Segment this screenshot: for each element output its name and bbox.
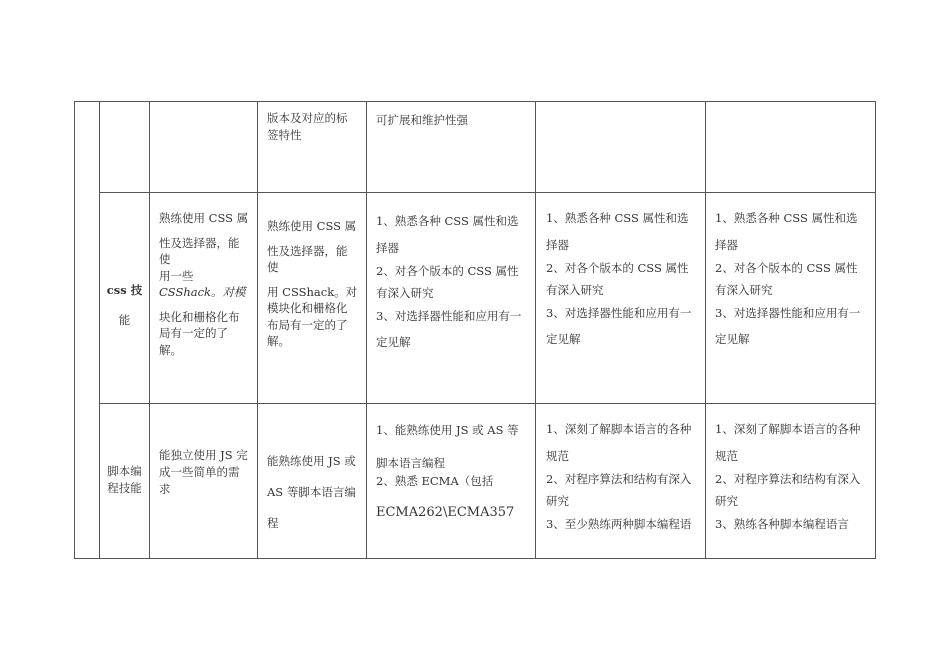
- table-cell: [376, 112, 468, 129]
- category-css-skills: [100, 275, 149, 335]
- cell-line: 成一些简单的需: [159, 465, 240, 479]
- cell-line: 2、对各个版本的 CSS 属性: [546, 261, 689, 275]
- category-label: 能: [118, 313, 131, 327]
- category-label: 程技能: [107, 481, 142, 495]
- cell-line: 择器: [715, 238, 738, 252]
- cell-line: 3、对选择器性能和应用有一: [376, 309, 522, 323]
- cell-line: ECMA262\ECMA357: [376, 505, 515, 520]
- cell-line: 性及选择器，能: [267, 243, 348, 258]
- cell-line: 定见解: [376, 335, 411, 349]
- cell-line: 择器: [376, 241, 399, 255]
- cell-line: CSShack。对模: [159, 285, 246, 299]
- cell-line: 性及选择器，能: [159, 235, 240, 250]
- cell-line: 定见解: [546, 332, 581, 346]
- cell-line: 有深入研究: [546, 283, 604, 297]
- cell-line: 版本及对应的标: [267, 111, 348, 125]
- column-divider: [535, 101, 536, 559]
- table-border-top: [74, 101, 876, 102]
- category-label: 脚本编: [107, 464, 142, 478]
- table-cell: [267, 446, 356, 539]
- cell-line: 规范: [715, 449, 738, 463]
- column-divider: [149, 101, 150, 559]
- cell-line: 局有一定的了: [159, 326, 228, 340]
- cell-line: 研究: [715, 494, 738, 508]
- cell-line: AS 等脚本语言编: [267, 485, 356, 499]
- cell-line: 3、熟练各种脚本编程语言: [715, 517, 849, 531]
- cell-line: 熟练使用 CSS 属: [267, 219, 357, 233]
- category-script-skills: [100, 463, 149, 497]
- table-border-bottom: [74, 558, 876, 559]
- cell-line: 1、能熟练使用 JS 或 AS 等: [376, 423, 519, 437]
- table-cell: [715, 416, 860, 533]
- cell-line: 2、对程序算法和结构有深入: [546, 472, 692, 486]
- cell-line: 用一些: [159, 268, 194, 283]
- cell-line: 解。: [159, 342, 182, 357]
- cell-line: 1、熟悉各种 CSS 属性和选: [546, 211, 689, 225]
- cell-line: 3、对选择器性能和应用有一: [715, 306, 861, 320]
- row-divider: [99, 403, 876, 404]
- cell-line: 模块化和栅格化: [267, 301, 348, 315]
- column-divider: [366, 101, 367, 559]
- table-cell: [267, 110, 348, 144]
- table-cell: [715, 205, 860, 353]
- cell-line: 脚本语言编程: [376, 456, 445, 470]
- cell-line: 熟练使用 CSS 属: [159, 211, 249, 225]
- cell-line: 规范: [546, 449, 569, 463]
- table-cell: [159, 447, 248, 498]
- cell-line: 使: [267, 260, 279, 274]
- cell-line: 2、对各个版本的 CSS 属性: [715, 261, 858, 275]
- cell-line: 有深入研究: [715, 283, 773, 297]
- cell-line: 布局有一定的了: [267, 317, 348, 332]
- cell-line: 块化和栅格化布: [159, 309, 240, 324]
- cell-line: 程: [267, 516, 279, 530]
- cell-line: 1、深刻了解脚本语言的各种: [546, 422, 692, 436]
- cell-line: 3、对选择器性能和应用有一: [546, 306, 692, 320]
- cell-line: 研究: [546, 494, 569, 508]
- cell-line: 定见解: [715, 332, 750, 346]
- cell-line: 可扩展和维护性强: [376, 113, 468, 127]
- cell-line: 求: [159, 482, 171, 496]
- cell-line: 有深入研究: [376, 286, 434, 300]
- cell-line: 3、至少熟练两种脚本编程语: [546, 517, 692, 531]
- cell-line: 2、熟悉 ECMA（包括: [376, 474, 494, 488]
- table-cell: [376, 208, 521, 356]
- table-cell: [267, 218, 357, 350]
- cell-line: 签特性: [267, 128, 302, 142]
- row-divider: [99, 192, 876, 193]
- cell-line: 择器: [546, 238, 569, 252]
- table-border-left: [74, 101, 75, 559]
- cell-line: 使: [159, 252, 171, 266]
- cell-line: 1、深刻了解脚本语言的各种: [715, 422, 861, 436]
- cell-line: 能熟练使用 JS 或: [267, 454, 356, 468]
- cell-line: 2、对程序算法和结构有深入: [715, 472, 861, 486]
- table-cell: [546, 205, 691, 353]
- cell-line: 1、熟悉各种 CSS 属性和选: [715, 211, 858, 225]
- cell-line: 2、对各个版本的 CSS 属性: [376, 264, 519, 278]
- cell-line: 解。: [267, 334, 290, 348]
- table-cell: [159, 210, 248, 358]
- column-divider: [705, 101, 706, 559]
- column-divider: [257, 101, 258, 559]
- table-cell: [376, 421, 519, 522]
- category-label: css 技: [106, 283, 143, 297]
- cell-line: 1、熟悉各种 CSS 属性和选: [376, 214, 519, 228]
- table-cell: [546, 416, 691, 533]
- cell-line: 能独立使用 JS 完: [159, 448, 248, 462]
- cell-line: 用 CSShack。对: [267, 284, 358, 299]
- table-border-right: [875, 101, 876, 559]
